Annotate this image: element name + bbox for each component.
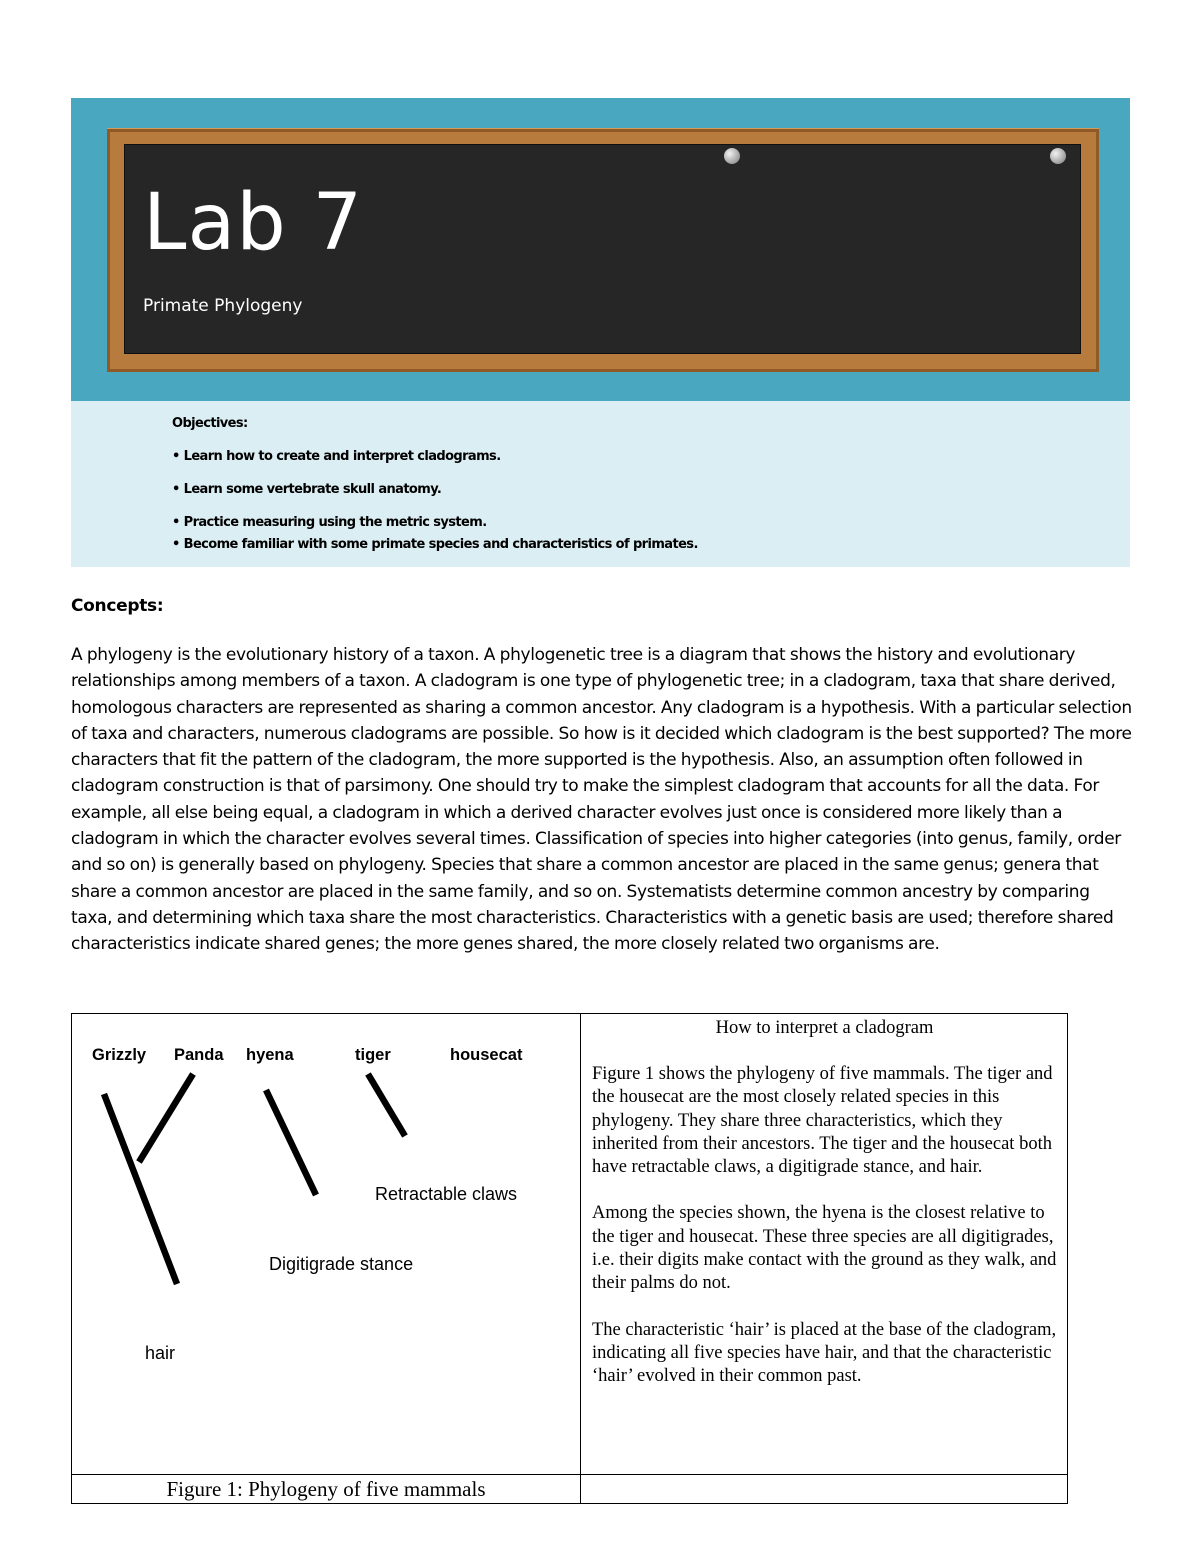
pin-icon — [724, 148, 740, 164]
character-label: hair — [145, 1343, 176, 1363]
pin-icon — [1050, 148, 1066, 164]
taxon-label: Panda — [174, 1046, 224, 1064]
objective-item: • Practice measuring using the metric system. — [172, 515, 487, 530]
cladogram-diagram — [72, 1014, 580, 1474]
concepts-heading: Concepts: — [71, 596, 164, 616]
lab-title: Lab 7 — [143, 178, 364, 268]
cladogram-table — [71, 1013, 1068, 1504]
objective-item: • Become familiar with some primate species and characteristics of primates. — [172, 537, 698, 552]
cladogram-figure-cell — [72, 1014, 581, 1475]
branch-hyena — [266, 1090, 316, 1195]
empty-cell — [581, 1475, 1068, 1504]
interpret-paragraph: The characteristic ‘hair’ is placed at the base of the cladogram, indicating all five species have hair, and that the characteristic ‘hair’ evolved in their common past. — [592, 1319, 1057, 1387]
figure-caption: Figure 1: Phylogeny of five mammals — [72, 1475, 581, 1504]
interpret-paragraph: Among the species shown, the hyena is the closest relative to the tiger and housecat. These three species are all digitigrades, i.e. their digits make contact with the ground as they walk, and their palms do not. — [592, 1203, 1057, 1294]
objective-item: • Learn some vertebrate skull anatomy. — [172, 482, 442, 497]
concepts-paragraph: A phylogeny is the evolutionary history of a taxon. A phylogenetic tree is a diagram that shows the history and evolutionary relationships among members of a taxon. A cladogram is one type of phylogenetic tree; in a cladogram, taxa that share derived, homologous characters are represented as sharing a common ancestor. Any cladogram is a hypothesis. With a particular selection of taxa and characters, numerous cladograms are possible. So how is it decided which cladogram is the best supported? The more characters that fit the pattern of the cladogram, the more supported is the hypothesis. Also, an assumption often followed in cladogram construction is that of parsimony. One should try to make the simplest cladogram that accounts for all the data. For example, all else being equal, a cladogram in which a derived character evolves just once is considered more likely than a cladogram in which the character evolves several times. Classification of species into higher categories (into genus, family, order and so on) is generally based on phylogeny. Species that share a common ancestor are placed in the same genus; genera that share a common ancestor are placed in the same family, and so on. Systematists determine common ancestry by comparing taxa, and determining which taxa share the most characteristics. Characteristics with a genetic basis are used; therefore shared characteristics indicate shared genes; the more genes shared, the more closely related two organisms are. — [71, 645, 1132, 955]
taxon-label: hyena — [246, 1046, 294, 1064]
lab-subtitle: Primate Phylogeny — [143, 296, 303, 316]
interpret-paragraph: Figure 1 shows the phylogeny of five mammals. The tiger and the housecat are the most closely related species in this phylogeny. They share three characteristics, which they inherited from their ancestors. The tiger and the housecat both have retractable claws, a digitigrade stance, and hair. — [592, 1064, 1053, 1178]
interpret-title: How to interpret a cladogram — [715, 1018, 934, 1038]
branch-panda — [139, 1074, 193, 1162]
objective-item: • Learn how to create and interpret cladograms. — [172, 449, 501, 464]
character-label: Digitigrade stance — [269, 1254, 414, 1274]
taxon-label: housecat — [450, 1046, 523, 1064]
taxon-label: tiger — [355, 1046, 391, 1064]
character-label: Retractable claws — [375, 1184, 518, 1204]
objectives-heading: Objectives: — [172, 416, 248, 431]
branch-tiger — [368, 1074, 405, 1136]
interpret-text-cell — [581, 1014, 1068, 1475]
taxon-label: Grizzly — [92, 1046, 147, 1064]
